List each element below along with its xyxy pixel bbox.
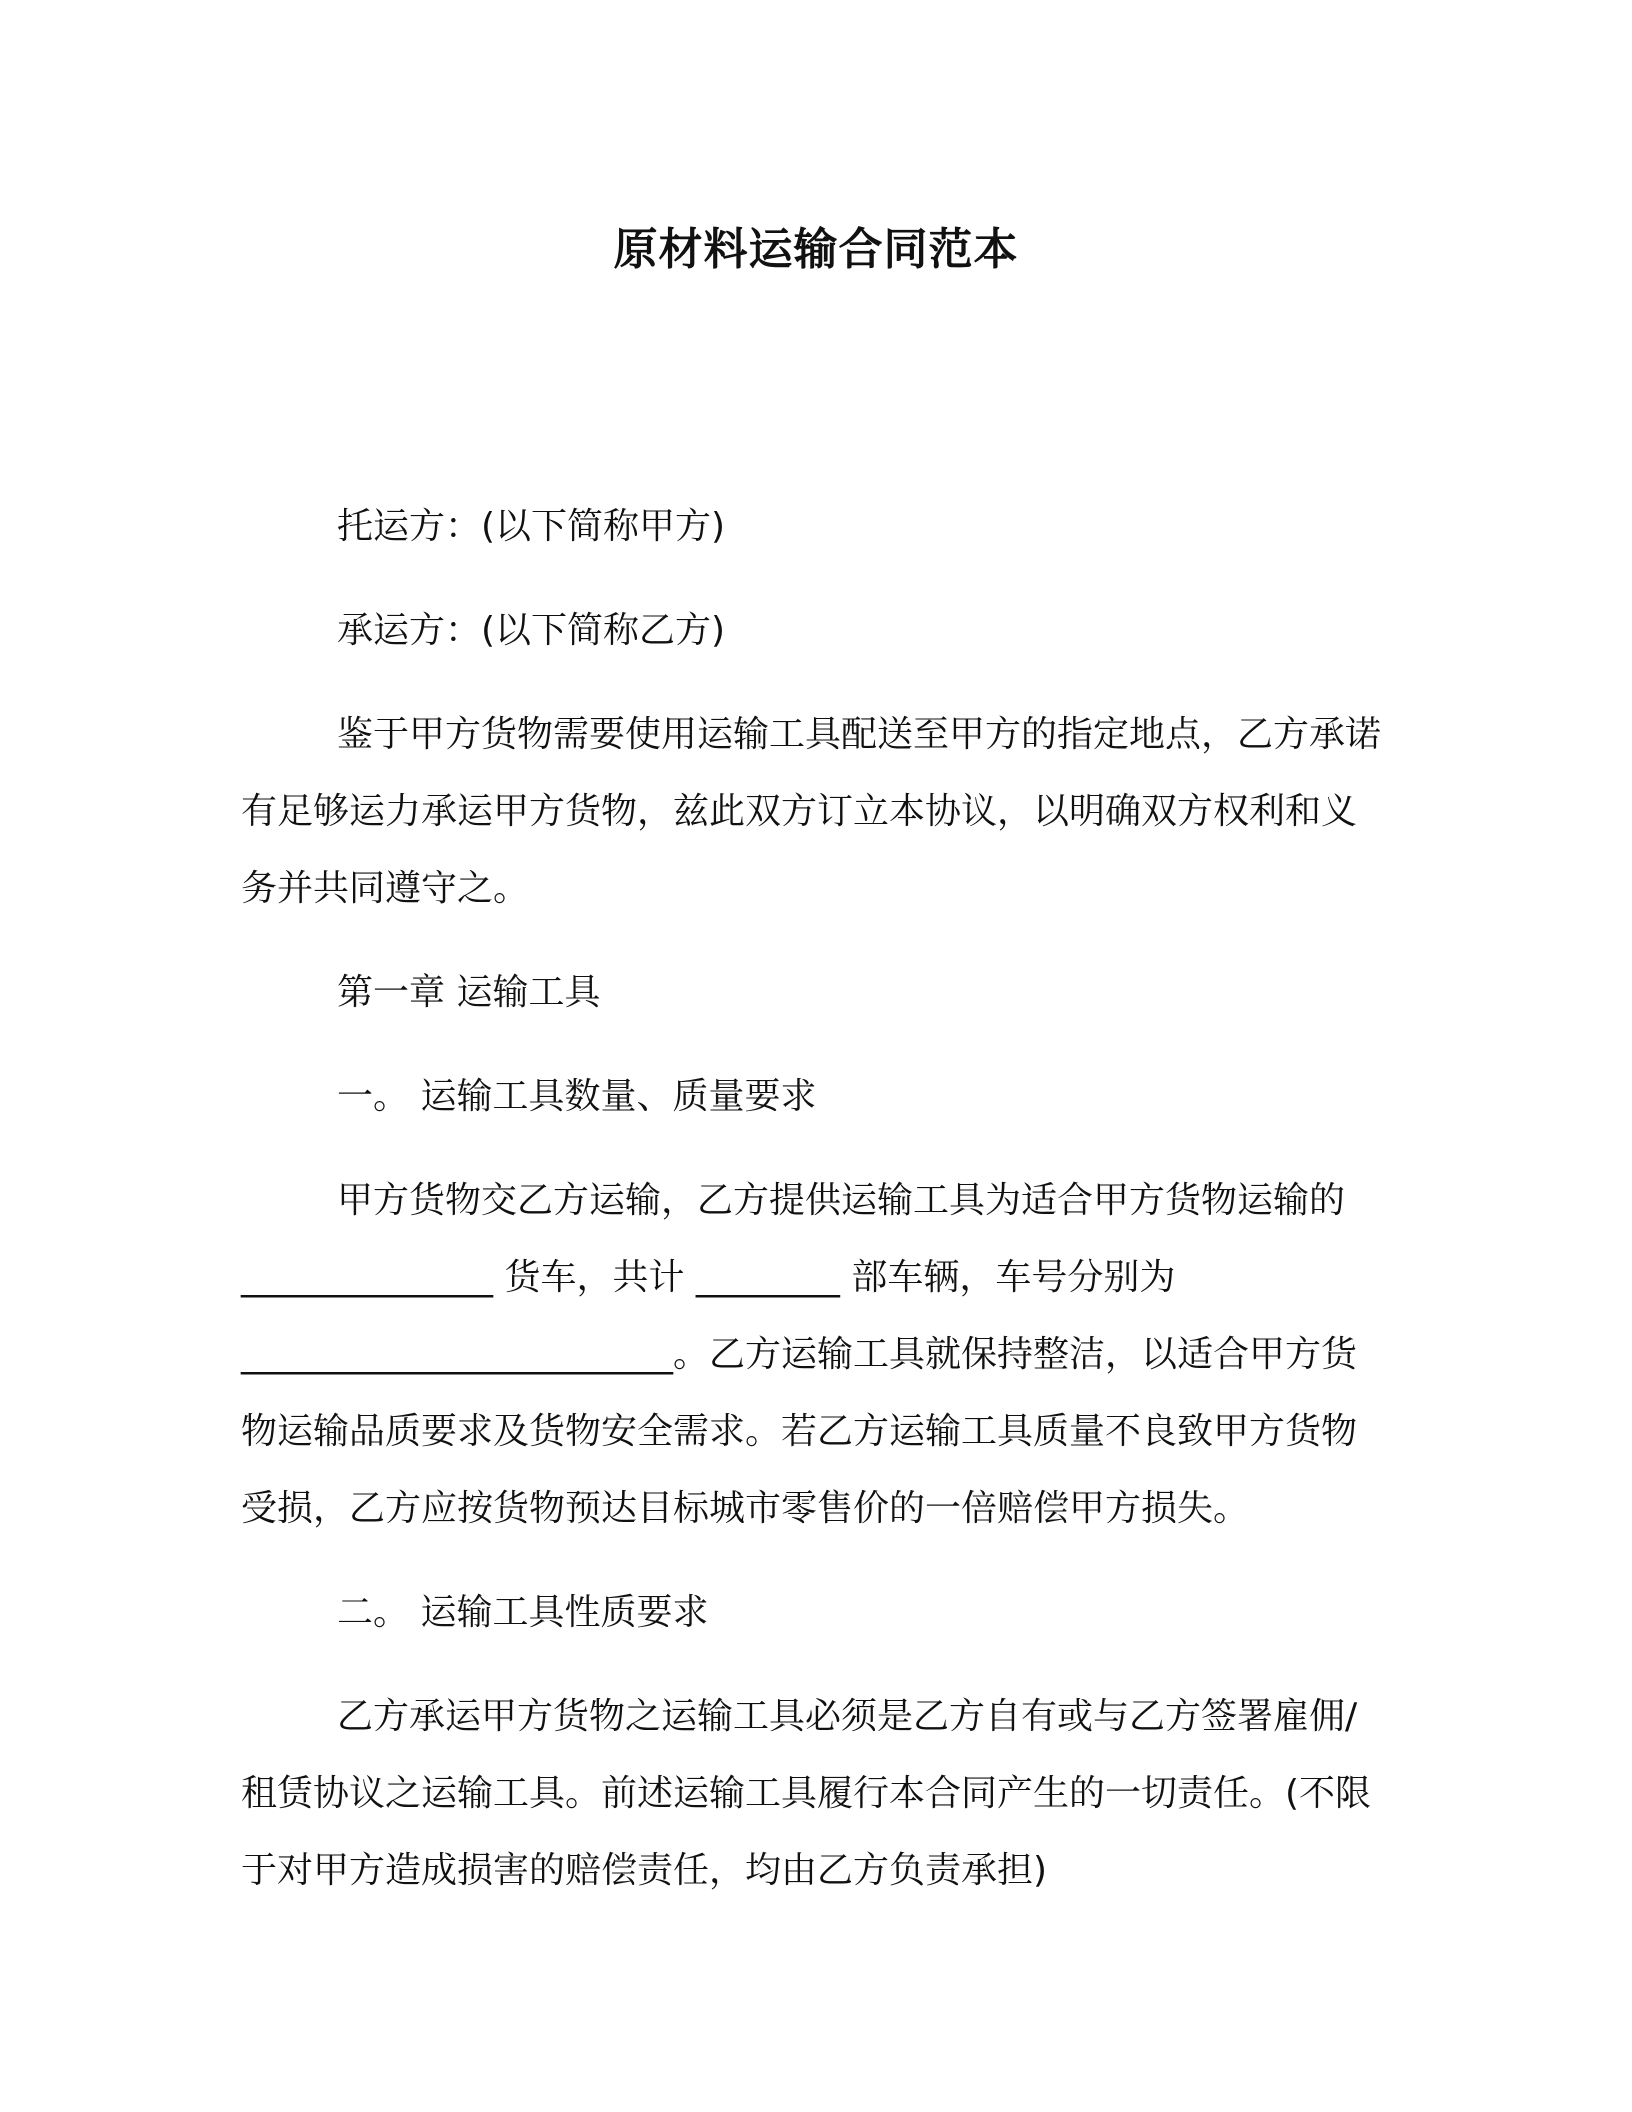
- section-1-text-d: 。乙方运输工具就保持整洁，以适合甲方货物运输品质要求及货物安全需求。若乙方运输工具质量不良致甲方货物受损，乙方应按货物预达目标城市零售价的一倍赔偿甲方损失。: [241, 1334, 1358, 1529]
- vehicle-count-blank: ________: [695, 1257, 840, 1298]
- section-1-text-a: 甲方货物交乙方运输，乙方提供运输工具为适合甲方货物运输的: [337, 1180, 1346, 1221]
- shipper-line: 托运方：(以下简称甲方): [337, 506, 726, 547]
- section-2-heading: 二。 运输工具性质要求: [337, 1592, 709, 1633]
- section-1-text-c: 部车辆，车号分别为: [839, 1257, 1176, 1298]
- section-2-paragraph: 乙方承运甲方货物之运输工具必须是乙方自有或与乙方签署雇佣/租赁协议之运输工具。前述运输工具履行本合同产生的一切责任。(不限于对甲方造成损害的赔偿责任，均由乙方负责承担): [241, 1696, 1372, 1891]
- chapter-1-heading: 第一章 运输工具: [337, 972, 601, 1013]
- section-1-heading: 一。 运输工具数量、质量要求: [337, 1076, 817, 1117]
- document-body: [241, 488, 1391, 1936]
- document-title: 原材料运输合同范本: [613, 224, 1019, 275]
- plate-numbers-blank: ________________________: [241, 1334, 673, 1375]
- section-1-paragraph: [241, 1162, 1391, 1547]
- carrier-line: 承运方：(以下简称乙方): [337, 610, 726, 651]
- preamble-paragraph: 鉴于甲方货物需要使用运输工具配送至甲方的指定地点，乙方承诺有足够运力承运甲方货物，兹此双方订立本协议，以明确双方权利和义务并共同遵守之。: [241, 714, 1382, 909]
- truck-type-blank: ______________: [241, 1257, 493, 1298]
- section-1-text-b: 货车，共计: [493, 1257, 696, 1298]
